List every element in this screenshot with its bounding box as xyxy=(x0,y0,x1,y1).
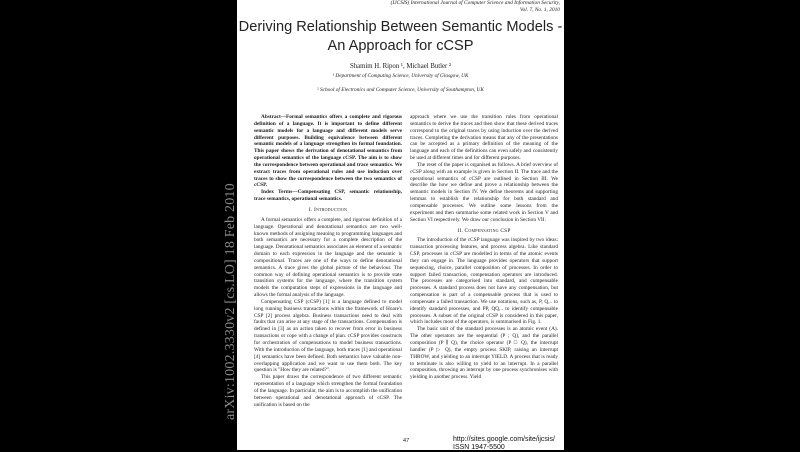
intro-paragraph-1: A formal semantics offers a complete, and rigorous definition of a language. Operational and denotational semantics are two well-known methods of assigning meaning to programming languages and both semantics are necessary for a complete description of the language. Denotational semantics associates an element of a semantic domain to each expression in the language and the semantic is compositional. Traces are one of the ways to define denotational semantics. A trace gives the global picture of the behaviour. The common way of defining operational semantics is to provide state transition systems for the language, where the transition system models the computation steps of expressions in the language and allows the formal analysis of the language. xyxy=(254,216,402,299)
section-heading-introduction: I. Introduction xyxy=(308,206,348,213)
ccsp-paragraph-2: The basic unit of the standard processes is an atomic event (A). The other operators are the sequential (P ; Q), and the parallel composition (P ∥ Q), the choice operator (P □ Q), the interrupt handler (P ▷ Q), the empty process SKIP, raising an interrupt THROW, and yielding to an interrupt YIELD. A process that is ready to terminate is also willing to yield to an interrupt. In a parallel composition, throwing an interrupt by one process synchronises with yielding in another process. Yield xyxy=(410,326,558,381)
affiliation-southampton: ² School of Electronics and Computer Science, University of Southampton, UK xyxy=(317,87,484,93)
intro-continuation: approach where we use the transition rules from operational semantics to derive the traces and then show that these derived traces correspond to the original traces by using induction over the derived traces. Completing the derivation means that any of the presentations can be accepted as a primary definition of the meaning of the language and each of the definitions can even safely and consistently be used at different times and for different purposes. xyxy=(410,114,558,162)
intro-paragraph-2: Compensating CSP (cCSP) [1] is a language defined to model long running business transactions within the framework of Hoare's CSP [2] process algebra. Business transactions need to deal with faults that can arise at any stage of the transactions. Compensation is defined in [3] as an action taken to recover from error in business transactions or cope with a change of plan. cCSP provides constructs for orchestration of compensations to model business transactions. With the introduction of the language, both traces [1] and operational [4] semantics have been defined. Both semantics have valuable non-overlapping application and we want to use them both. The key question is "How they are related?". xyxy=(254,298,402,374)
arxiv-identifier: arXiv:1002.3330v2 [cs.LO] 18 Feb 2010 xyxy=(223,183,238,420)
right-column xyxy=(410,114,558,381)
ccsp-paragraph-1: The introduction of the cCSP language was inspired by two ideas: transaction processing features, and process algebra. Like standard CSP, processes in cCSP are modelled in terms of the atomic events they can engage in. The language provides operators that support sequencing, choice, parallel composition of processes. In order to support failed transaction, compensation operators are introduced. The processes are categorised into standard, and compensable processes. A standard process does not have any compensation, but compensation is part of a compensable process that is used to compensate a failed transaction. We use notations, such as, P, Q,.. to identify standard processes, and PP, QQ,.. to identify compensable processes. A subset of the original cCSP is considered in this paper, which includes most of the operators, is summarised in Fig. 1. xyxy=(410,237,558,326)
intro-organisation-paragraph: The reset of the paper is organised as follows. A brief overview of cCSP along with an example is given in Section II. The trace and the operational semantics of cCSP are outlined in Section III. We describe the how we define and prove a relationship between the semantic models in Section IV. We define theorems and supporting lemmas to establish the relationship for both standard and compensable processes. We outline some lessons from the experiment and then summarise some related work in Section V and Section VI respectively. We draw our conclusion in Section VII. xyxy=(410,161,558,223)
index-terms: Index Terms—Compensating CSP, semantic relationship, trace semantics, operational semantics. xyxy=(254,189,402,203)
journal-volume: Vol. 7, No. 1, 2010 xyxy=(519,6,560,13)
footer-url[interactable]: http://sites.google.com/site/ijcsis/ xyxy=(453,436,555,443)
journal-name: (IJCSIS) International Journal of Computer Science and Information Security, xyxy=(390,0,560,6)
journal-header xyxy=(391,0,560,13)
page-number: 47 xyxy=(403,438,410,444)
section-heading-compensating-csp: II. Compensating CSP xyxy=(457,227,511,234)
paper-title-line-2: An Approach for cCSP xyxy=(327,38,474,54)
authors: Shamim H. Ripon ¹, Michael Butler ² xyxy=(349,63,452,70)
intro-paragraph-3: This paper draws the correspondence of two different semantic representation of a language which strengthen the formal foundation of the language. In particular, the aim is to accomplish the unification between operational and denotational approach of cCSP. The unification is based on the xyxy=(254,374,402,408)
paper-title-line-1: Deriving Relationship Between Semantic Models - xyxy=(238,19,563,35)
abstract: Abstract—Formal semantics offers a complete and rigorous definition of a language. It is important to define different semantic models for a language and different models serve different purposes. Building equivalence between different semantic models of a language strengthen its formal foundation. This paper shows the derivation of denotational semantics from operational semantics of the language cCSP. The aim is to show the correspondence between operational and trace semantics. We extract traces from operational rules and use induction over traces to show the correspondence between the two semantics of cCSP. xyxy=(254,114,402,189)
affiliation-glasgow: ¹ Department of Computing Science, University of Glasgow, UK xyxy=(332,73,469,79)
left-column xyxy=(254,114,402,408)
footer-issn: ISSN 1947-5500 xyxy=(453,444,505,451)
paper-page xyxy=(237,0,564,450)
